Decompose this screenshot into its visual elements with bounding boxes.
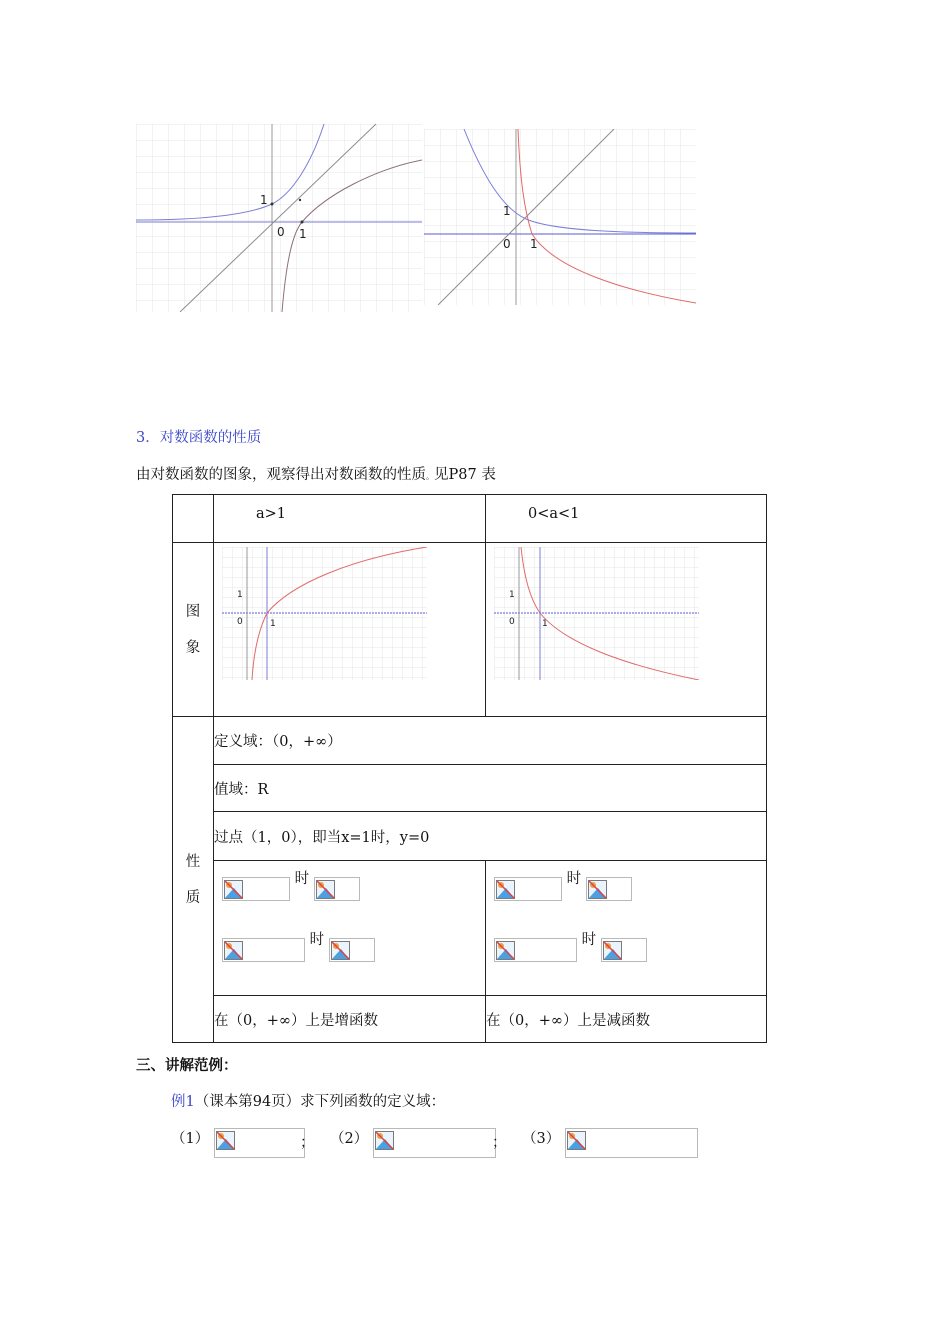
table-decreasing: 在（0，+∞）上是减函数 [486,996,767,1043]
when-label: 时 [309,932,325,948]
examples-heading: 三、讲解范例： [136,1058,238,1074]
table-graph-a-lt-1-cell [486,543,767,717]
example-item-1-num: （1） [171,1131,210,1147]
graph-gt-label-1x: 1 [270,619,276,629]
graph-tr-label-1x: 1 [530,237,538,251]
table-header-a-lt-1-text: 0<a<1 [528,506,580,522]
graph-tl-label-1y: 1 [260,193,268,207]
broken-image-icon [494,877,562,901]
table-row-props-label [173,717,214,1043]
table-header-a-gt-1-text: a>1 [256,506,287,522]
graph-lt-label-1x: 1 [542,619,548,629]
table-fixed-point: 过点（1，0），即当x=1时，y=0 [214,812,767,861]
graph-tl-label-origin: 0 [277,225,285,239]
table-increasing: 在（0，+∞）上是增函数 [214,996,486,1043]
broken-image-icon [373,1128,496,1158]
graph-exp-log-inverse-a-lt-1 [424,129,696,305]
example-item-2-num: （2） [330,1131,369,1147]
case-lt-row-2 [494,932,647,962]
broken-image-icon [214,1128,305,1158]
example-item-3 [522,1128,698,1158]
table-row-graph-label [173,543,214,717]
example-item-2 [330,1128,496,1158]
graph-label-char-1: 图 [185,603,201,620]
table-header-empty [173,495,214,543]
when-label: 时 [566,871,582,887]
props-label-char-1: 性 [185,853,201,870]
when-label: 时 [294,871,310,887]
graph-label-char-2: 象 [185,639,201,656]
table-cases-a-lt-1 [486,861,767,996]
example-separator-1: ； [300,1135,315,1151]
broken-image-icon [222,877,290,901]
graph-tr-label-1y: 1 [503,204,511,218]
graph-log-a-lt-1 [494,547,699,680]
case-gt-row-1 [222,871,360,901]
example-item-3-num: （3） [522,1131,561,1147]
graph-gt-label-origin: 0 [237,617,243,627]
case-lt-row-1 [494,871,632,901]
example1-label: 例1 [171,1094,195,1110]
broken-image-icon [565,1128,698,1158]
section3-heading: 3．对数函数的性质 [136,430,262,446]
graph-gt-label-1y: 1 [237,590,243,600]
broken-image-icon [586,877,632,901]
section3-intro [136,463,496,484]
table-header-a-gt-1 [214,495,486,543]
table-graph-a-gt-1-cell [214,543,486,717]
broken-image-icon [494,938,577,962]
example1-line [171,1090,445,1111]
section3-intro-ref: 见P87 表 [434,467,496,483]
broken-image-icon [314,877,360,901]
table-header-a-lt-1 [486,495,767,543]
graph-lt-label-1y: 1 [509,590,515,600]
graph-log-a-gt-1 [222,547,427,680]
graph-tl-label-1x: 1 [299,227,307,241]
log-properties-table [172,494,767,1043]
table-cases-a-gt-1 [214,861,486,996]
props-label-char-2: 质 [185,889,201,906]
table-range: 值域：R [214,765,767,812]
section3-intro-small: 。 [426,472,434,481]
graph-exp-log-inverse-a-gt-1 [136,124,422,312]
section3-intro-text: 由对数函数的图象，观察得出对数函数的性质 [136,467,426,483]
when-label: 时 [581,932,597,948]
case-gt-row-2 [222,932,375,962]
table-domain: 定义域：（0，+∞） [214,717,767,765]
broken-image-icon [222,938,305,962]
graph-lt-label-origin: 0 [509,617,515,627]
graph-tr-label-origin: 0 [503,237,511,251]
example-separator-2: ； [492,1135,507,1151]
broken-image-icon [601,938,647,962]
example-item-1 [171,1128,305,1158]
example1-text: （课本第94页）求下列函数的定义域： [194,1094,446,1110]
broken-image-icon [329,938,375,962]
